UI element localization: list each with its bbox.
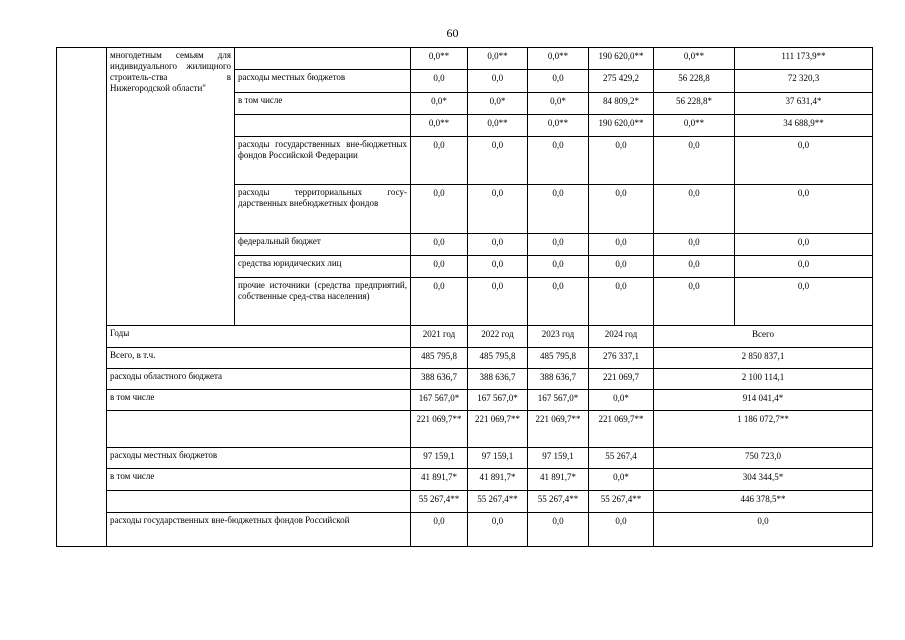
value-cell: 0,0** bbox=[468, 115, 528, 137]
value-cell: 0,0 bbox=[654, 185, 735, 234]
budget-table bbox=[56, 47, 873, 547]
value-cell: 41 891,7* bbox=[528, 469, 589, 491]
value-cell: 167 567,0* bbox=[468, 390, 528, 411]
source-label bbox=[107, 491, 411, 513]
value-cell: 0,0 bbox=[411, 513, 468, 547]
source-label: расходы государственных вне-бюджетных фондов Российской Федерации bbox=[235, 137, 411, 185]
value-cell: 0,0** bbox=[411, 48, 468, 70]
value-cell: 190 620,0** bbox=[589, 48, 654, 70]
table-row bbox=[57, 411, 873, 448]
value-cell: 0,0** bbox=[654, 115, 735, 137]
value-cell: 0,0 bbox=[589, 256, 654, 278]
value-cell: 0,0 bbox=[589, 234, 654, 256]
value-cell: 0,0 bbox=[589, 278, 654, 326]
source-label: расходы территориальных госу-дарственных внебюджетных фондов bbox=[235, 185, 411, 234]
total-cell: 2 100 114,1 bbox=[654, 369, 873, 390]
value-cell: 0,0 bbox=[528, 256, 589, 278]
source-label bbox=[235, 48, 411, 70]
source-label: расходы государственных вне-бюджетных фондов Российской bbox=[107, 513, 411, 547]
value-cell: 55 267,4** bbox=[411, 491, 468, 513]
value-cell: 0,0 bbox=[735, 234, 873, 256]
value-cell: 0,0 bbox=[589, 137, 654, 185]
table-row bbox=[57, 326, 873, 348]
value-cell: 0,0 bbox=[735, 185, 873, 234]
value-cell: 0,0 bbox=[528, 278, 589, 326]
source-label: расходы областного бюджета bbox=[107, 369, 411, 390]
value-cell: 0,0 bbox=[468, 513, 528, 547]
value-cell: 0,0 bbox=[654, 278, 735, 326]
source-label: Всего, в т.ч. bbox=[107, 348, 411, 369]
value-cell: 0,0** bbox=[654, 48, 735, 70]
table-row bbox=[57, 48, 873, 70]
value-cell: 167 567,0* bbox=[528, 390, 589, 411]
value-cell: 276 337,1 bbox=[589, 348, 654, 369]
value-cell: 221 069,7** bbox=[589, 411, 654, 448]
value-cell: 0,0 bbox=[654, 256, 735, 278]
table-row bbox=[57, 369, 873, 390]
value-cell: 55 267,4 bbox=[589, 448, 654, 469]
value-cell: 0,0** bbox=[528, 48, 589, 70]
value-cell: 0,0 bbox=[468, 278, 528, 326]
value-cell: 0,0 bbox=[411, 256, 468, 278]
value-cell: 221 069,7** bbox=[468, 411, 528, 448]
value-cell: 0,0 bbox=[528, 185, 589, 234]
year-cell: 2023 год bbox=[528, 326, 589, 348]
total-cell: 1 186 072,7** bbox=[654, 411, 873, 448]
value-cell: 56 228,8 bbox=[654, 70, 735, 93]
value-cell: 485 795,8 bbox=[411, 348, 468, 369]
page-number: 60 bbox=[446, 26, 459, 40]
value-cell: 190 620,0** bbox=[589, 115, 654, 137]
value-cell: 0,0 bbox=[528, 137, 589, 185]
value-cell: 37 631,4* bbox=[735, 93, 873, 115]
total-cell: 914 041,4* bbox=[654, 390, 873, 411]
value-cell: 0,0 bbox=[411, 278, 468, 326]
value-cell: 221 069,7** bbox=[411, 411, 468, 448]
value-cell: 221 069,7** bbox=[528, 411, 589, 448]
total-cell: 446 378,5** bbox=[654, 491, 873, 513]
value-cell: 0,0 bbox=[468, 234, 528, 256]
table-row bbox=[57, 390, 873, 411]
value-cell: 34 688,9** bbox=[735, 115, 873, 137]
source-label: расходы местных бюджетов bbox=[235, 70, 411, 93]
value-cell: 167 567,0* bbox=[411, 390, 468, 411]
value-cell: 97 159,1 bbox=[411, 448, 468, 469]
value-cell: 0,0* bbox=[468, 93, 528, 115]
value-cell: 0,0 bbox=[589, 513, 654, 547]
value-cell: 0,0** bbox=[528, 115, 589, 137]
value-cell: 0,0 bbox=[735, 278, 873, 326]
table-row bbox=[57, 348, 873, 369]
year-cell: 2022 год bbox=[468, 326, 528, 348]
value-cell: 0,0 bbox=[735, 137, 873, 185]
value-cell: 0,0 bbox=[468, 185, 528, 234]
value-cell: 55 267,4** bbox=[528, 491, 589, 513]
value-cell: 0,0 bbox=[528, 513, 589, 547]
value-cell: 0,0** bbox=[411, 115, 468, 137]
source-label: в том числе bbox=[235, 93, 411, 115]
value-cell: 0,0 bbox=[654, 234, 735, 256]
value-cell: 0,0* bbox=[528, 93, 589, 115]
value-cell: 0,0** bbox=[468, 48, 528, 70]
value-cell: 0,0 bbox=[468, 256, 528, 278]
value-cell: 97 159,1 bbox=[528, 448, 589, 469]
value-cell: 97 159,1 bbox=[468, 448, 528, 469]
year-cell: 2021 год bbox=[411, 326, 468, 348]
value-cell: 84 809,2* bbox=[589, 93, 654, 115]
value-cell: 55 267,4** bbox=[468, 491, 528, 513]
table-row bbox=[57, 513, 873, 547]
number-cell bbox=[57, 48, 107, 547]
value-cell: 0,0 bbox=[411, 234, 468, 256]
source-label: прочие источники (средства предприятий, собственные сред-ства населения) bbox=[235, 278, 411, 326]
source-label: расходы местных бюджетов bbox=[107, 448, 411, 469]
total-cell: 750 723,0 bbox=[654, 448, 873, 469]
value-cell: 0,0 bbox=[654, 137, 735, 185]
table-row bbox=[57, 448, 873, 469]
object-name-cell: многодетным семьям для индивидуального жилищного строитель-ства в Нижегородской области" bbox=[107, 48, 235, 326]
source-label: в том числе bbox=[107, 469, 411, 491]
year-cell: 2024 год bbox=[589, 326, 654, 348]
source-label: федеральный бюджет bbox=[235, 234, 411, 256]
value-cell: 41 891,7* bbox=[411, 469, 468, 491]
value-cell: 0,0 bbox=[528, 70, 589, 93]
value-cell: 111 173,9** bbox=[735, 48, 873, 70]
value-cell: 0,0* bbox=[411, 93, 468, 115]
total-cell: 0,0 bbox=[654, 513, 873, 547]
value-cell: 72 320,3 bbox=[735, 70, 873, 93]
value-cell: 388 636,7 bbox=[468, 369, 528, 390]
value-cell: 56 228,8* bbox=[654, 93, 735, 115]
value-cell: 0,0 bbox=[735, 256, 873, 278]
value-cell: 0,0 bbox=[411, 137, 468, 185]
value-cell: 0,0 bbox=[411, 70, 468, 93]
years-label: Годы bbox=[107, 326, 411, 348]
value-cell: 41 891,7* bbox=[468, 469, 528, 491]
total-cell: 304 344,5* bbox=[654, 469, 873, 491]
value-cell: 0,0* bbox=[589, 469, 654, 491]
total-header: Всего bbox=[654, 326, 873, 348]
source-label: в том числе bbox=[107, 390, 411, 411]
value-cell: 485 795,8 bbox=[528, 348, 589, 369]
source-label: средства юридических лиц bbox=[235, 256, 411, 278]
value-cell: 0,0 bbox=[528, 234, 589, 256]
source-label bbox=[235, 115, 411, 137]
value-cell: 0,0 bbox=[411, 185, 468, 234]
value-cell: 0,0 bbox=[468, 70, 528, 93]
total-cell: 2 850 837,1 bbox=[654, 348, 873, 369]
value-cell: 388 636,7 bbox=[411, 369, 468, 390]
value-cell: 485 795,8 bbox=[468, 348, 528, 369]
value-cell: 275 429,2 bbox=[589, 70, 654, 93]
source-label bbox=[107, 411, 411, 448]
table-row bbox=[57, 491, 873, 513]
value-cell: 0,0 bbox=[468, 137, 528, 185]
value-cell: 221 069,7 bbox=[589, 369, 654, 390]
value-cell: 55 267,4** bbox=[589, 491, 654, 513]
table-row bbox=[57, 469, 873, 491]
value-cell: 0,0 bbox=[589, 185, 654, 234]
value-cell: 388 636,7 bbox=[528, 369, 589, 390]
value-cell: 0,0* bbox=[589, 390, 654, 411]
